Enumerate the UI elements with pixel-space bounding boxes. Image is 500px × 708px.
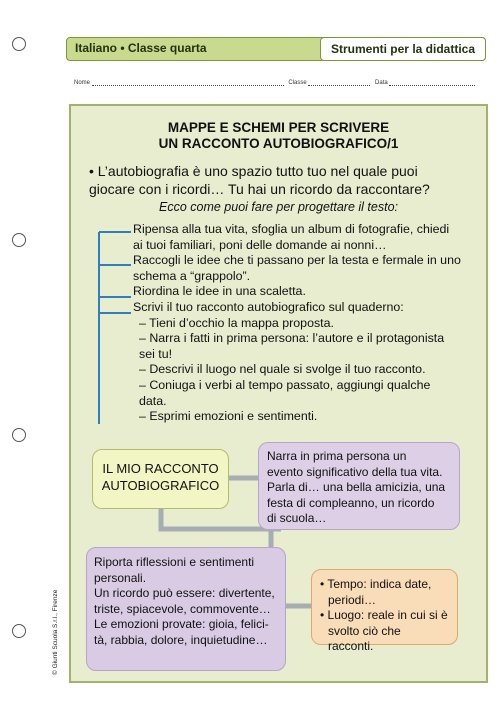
copyright xyxy=(52,575,62,675)
title-line-1: MAPPE E SCHEMI PER SCRIVERE xyxy=(167,120,390,135)
reflect-line: Riporta riflessioni e sentimenti xyxy=(94,555,255,569)
place-line-1: • Luogo: reale in cui si è xyxy=(320,608,448,622)
narrate-line: Parla di… una bella amicizia, una xyxy=(267,480,446,494)
reflect-line: Le emozioni provate: gioia, felici- xyxy=(94,617,269,631)
map-reflect-box xyxy=(86,547,286,671)
step-line: Scrivi il tuo racconto autobiografico sul quaderno: xyxy=(133,299,404,314)
narrate-line: evento significativo della tua vita. xyxy=(267,464,443,479)
step-line: ai tuoi familiari, poni delle domande ai nonni… xyxy=(133,237,387,252)
reflect-line: triste, spiacevole, commovente… xyxy=(94,601,271,616)
map-center-line-1: IL MIO RACCONTO xyxy=(102,461,219,476)
copyright-text: © Giunti Scuola S.r.l., Firenze xyxy=(52,589,59,675)
name-label: Nome xyxy=(74,80,91,86)
date-field[interactable] xyxy=(389,80,475,86)
map-time-place-box xyxy=(311,569,458,653)
time-line-2: periodi… xyxy=(328,592,377,607)
sub-step-line: – Descrivi il luogo nel quale si svolge il tuo racconto. xyxy=(139,362,426,377)
step-line: Raccogli le idee che ti passano per la testa e fermale in uno xyxy=(133,253,461,268)
step-line: Ripensa alla tua vita, sfoglia un album di fotografie, chiedi xyxy=(133,222,450,236)
sub-step-line: – Coniuga i verbi al tempo passato, aggiungi qualche xyxy=(139,377,431,392)
date-label: Data xyxy=(375,80,388,86)
title-line-2: UN RACCONTO AUTOBIOGRAFICO/1 xyxy=(158,136,399,151)
binder-hole-2 xyxy=(12,233,26,247)
map-narrate-box xyxy=(258,442,460,530)
place-line-2: svolto ciò che racconti. xyxy=(328,623,401,653)
reflect-line: tà, rabbia, dolore, inquietudine… xyxy=(94,632,268,647)
steps-list xyxy=(133,222,478,425)
intro-line-2: giocare con i ricordi… Tu hai un ricordo da raccontare? xyxy=(89,181,430,197)
class-label: Classe xyxy=(288,80,307,86)
step-line: Riordina le idee in una scaletta. xyxy=(133,284,306,299)
intro-line-1: • L’autobiografia è uno spazio tutto tuo nel quale puoi xyxy=(89,163,418,179)
tools-label: Strumenti per la didattica xyxy=(320,37,486,61)
sub-step-line: – Tieni d’occhio la mappa proposta. xyxy=(139,315,334,330)
page-title xyxy=(71,120,486,152)
name-class-date-bar xyxy=(74,80,484,86)
page-header xyxy=(66,37,486,61)
binder-hole-3 xyxy=(12,428,26,442)
narrate-line: Narra in prima persona un xyxy=(267,449,407,463)
name-field[interactable] xyxy=(92,80,284,86)
binder-hole-4 xyxy=(12,624,26,638)
sub-step-line: – Esprimi emozioni e sentimenti. xyxy=(139,409,318,424)
map-center-line-2: AUTOBIOGRAFICO xyxy=(101,478,220,493)
sub-step-line: – Narra i fatti in prima persona: l’autore e il protagonista xyxy=(139,331,445,346)
narrate-line: festa di compleanno, un ricordo xyxy=(267,495,435,510)
class-field[interactable] xyxy=(308,80,370,86)
sub-step-line: sei tu! xyxy=(139,346,173,361)
sub-step-line: data. xyxy=(139,393,167,408)
intro-text xyxy=(89,162,479,198)
subject-label: Italiano • Classe quarta xyxy=(75,41,207,55)
reflect-line: Un ricordo può essere: divertente, xyxy=(94,586,275,600)
narrate-line: di scuola… xyxy=(267,511,327,525)
binder-hole-1 xyxy=(12,37,26,51)
reflect-line: personali. xyxy=(94,570,147,585)
step-line: schema a “grappolo”. xyxy=(133,268,251,283)
map-center-box xyxy=(92,449,229,509)
time-line-1: • Tempo: indica date, xyxy=(320,577,432,591)
intro-italic: Ecco come puoi fare per progettare il testo: xyxy=(158,200,398,214)
worksheet-frame xyxy=(69,104,488,683)
